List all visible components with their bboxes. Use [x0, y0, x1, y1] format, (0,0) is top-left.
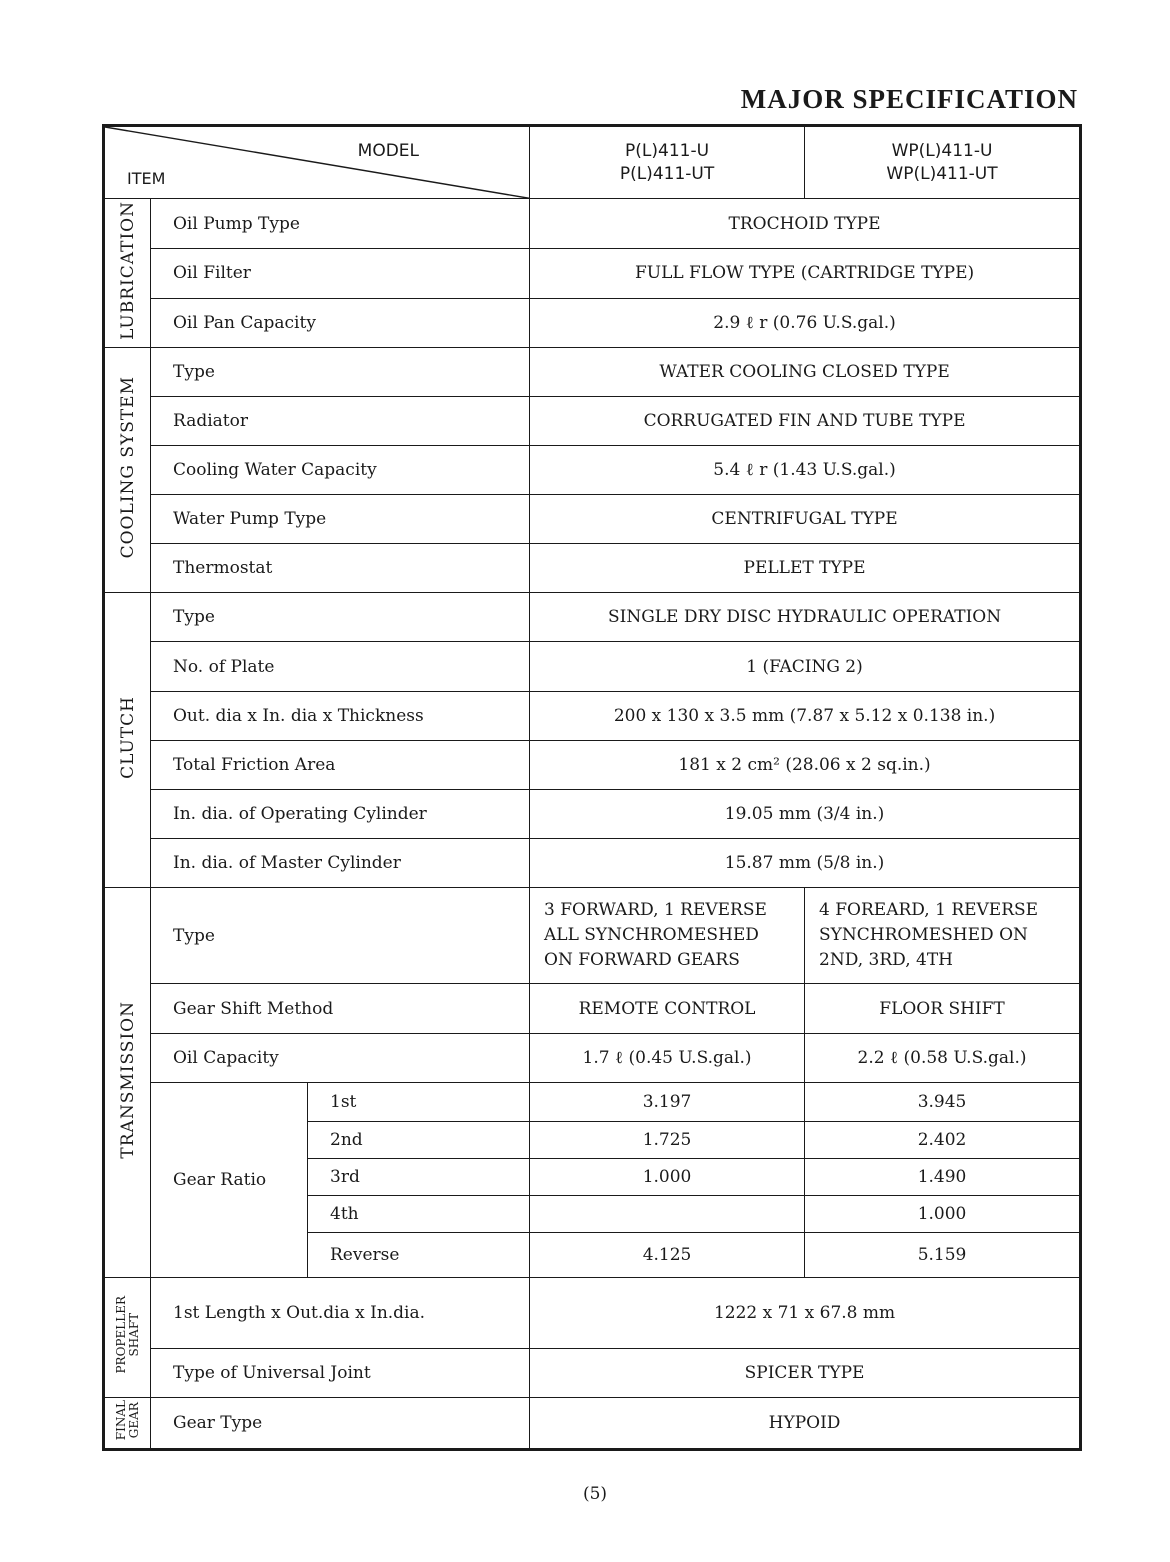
ratio-value-a — [530, 1196, 805, 1233]
row-value-b: FLOOR SHIFT — [805, 984, 1081, 1033]
gear-name: 4th — [308, 1196, 530, 1233]
category-propeller-shaft: PROPELLER SHAFT — [104, 1278, 151, 1397]
table-row — [104, 593, 1081, 642]
row-value: CENTRIFUGAL TYPE — [530, 495, 1081, 544]
category-cooling-system: COOLING SYSTEM — [104, 347, 151, 593]
table-row — [104, 199, 1081, 249]
row-value: SINGLE DRY DISC HYDRAULIC OPERATION — [530, 593, 1081, 642]
table-row — [104, 1397, 1081, 1449]
row-item: Thermostat — [151, 544, 530, 593]
header-row — [104, 126, 1081, 199]
table-row — [104, 1033, 1081, 1082]
row-item: Oil Pan Capacity — [151, 298, 530, 347]
type-b-line: SYNCHROMESHED ON — [819, 925, 1028, 946]
table-row — [104, 839, 1081, 888]
table-row — [104, 888, 1081, 984]
row-item: In. dia. of Operating Cylinder — [151, 789, 530, 838]
model-b-header — [805, 126, 1081, 199]
row-value: 1222 x 71 x 67.8 mm — [530, 1278, 1081, 1348]
row-value: 2.9 ℓ r (0.76 U.S.gal.) — [530, 298, 1081, 347]
table-row — [104, 984, 1081, 1033]
table-row — [104, 249, 1081, 298]
row-value: 15.87 mm (5/8 in.) — [530, 839, 1081, 888]
row-value: TROCHOID TYPE — [530, 199, 1081, 249]
row-value: 5.4 ℓ r (1.43 U.S.gal.) — [530, 445, 1081, 494]
table-row — [104, 740, 1081, 789]
type-a-line: ON FORWARD GEARS — [544, 950, 740, 971]
row-item: Oil Capacity — [151, 1033, 530, 1082]
row-value-a: 1.7 ℓ (0.45 U.S.gal.) — [530, 1033, 805, 1082]
gear-name: Reverse — [308, 1233, 530, 1278]
row-value: SPICER TYPE — [530, 1348, 1081, 1397]
transmission-type-a — [530, 888, 805, 984]
table-row — [104, 445, 1081, 494]
type-a-line: ALL SYNCHROMESHED — [544, 925, 759, 946]
row-value: FULL FLOW TYPE (CARTRIDGE TYPE) — [530, 249, 1081, 298]
row-value: 181 x 2 cm² (28.06 x 2 sq.in.) — [530, 740, 1081, 789]
gear-name: 3rd — [308, 1158, 530, 1195]
gear-name: 1st — [308, 1082, 530, 1121]
row-item: Water Pump Type — [151, 495, 530, 544]
ratio-value-b: 1.490 — [805, 1158, 1081, 1195]
page-title: MAJOR SPECIFICATION — [740, 84, 1078, 114]
model-b-line: WP(L)411-UT — [886, 163, 998, 184]
table-row — [104, 544, 1081, 593]
specification-table — [102, 124, 1082, 1451]
row-item: Oil Filter — [151, 249, 530, 298]
ratio-value-a: 1.725 — [530, 1121, 805, 1158]
row-item: Type — [151, 347, 530, 396]
table-row — [104, 298, 1081, 347]
row-item: Type of Universal Joint — [151, 1348, 530, 1397]
table-row — [104, 1348, 1081, 1397]
ratio-value-a: 1.000 — [530, 1158, 805, 1195]
table-row — [104, 396, 1081, 445]
row-value-b: 2.2 ℓ (0.58 U.S.gal.) — [805, 1033, 1081, 1082]
row-item: Radiator — [151, 396, 530, 445]
row-item: Cooling Water Capacity — [151, 445, 530, 494]
row-value: CORRUGATED FIN AND TUBE TYPE — [530, 396, 1081, 445]
row-value: 1 (FACING 2) — [530, 642, 1081, 691]
model-a-line: P(L)411-UT — [619, 163, 715, 184]
category-transmission: TRANSMISSION — [104, 888, 151, 1278]
row-item: Gear Type — [151, 1397, 530, 1449]
type-b-line: 2ND, 3RD, 4TH — [819, 950, 953, 971]
ratio-value-a: 3.197 — [530, 1082, 805, 1121]
row-value: 19.05 mm (3/4 in.) — [530, 789, 1081, 838]
row-item: Oil Pump Type — [151, 199, 530, 249]
row-item: 1st Length x Out.dia x In.dia. — [151, 1278, 530, 1348]
ratio-value-a: 4.125 — [530, 1233, 805, 1278]
page-number: (5) — [582, 1484, 608, 1504]
row-item: Type — [151, 888, 530, 984]
item-label: ITEM — [127, 169, 166, 189]
category-lubrication: LUBRICATION — [104, 199, 151, 347]
gear-name: 2nd — [308, 1121, 530, 1158]
model-b-line: WP(L)411-U — [891, 140, 993, 161]
model-a-header — [530, 126, 805, 199]
diagonal-divider — [105, 127, 529, 198]
row-value: HYPOID — [530, 1397, 1081, 1449]
row-value: 200 x 130 x 3.5 mm (7.87 x 5.12 x 0.138 in.) — [530, 691, 1081, 740]
row-item: Total Friction Area — [151, 740, 530, 789]
table-row — [104, 642, 1081, 691]
ratio-value-b: 1.000 — [805, 1196, 1081, 1233]
model-item-header — [104, 126, 530, 199]
table-row — [104, 691, 1081, 740]
row-item: Type — [151, 593, 530, 642]
ratio-value-b: 3.945 — [805, 1082, 1081, 1121]
row-value-a: REMOTE CONTROL — [530, 984, 805, 1033]
gear-ratio-row — [104, 1082, 1081, 1121]
transmission-type-b — [805, 888, 1081, 984]
category-clutch: CLUTCH — [104, 593, 151, 888]
ratio-value-b: 2.402 — [805, 1121, 1081, 1158]
type-a-line: 3 FORWARD, 1 REVERSE — [544, 900, 767, 921]
row-item: In. dia. of Master Cylinder — [151, 839, 530, 888]
category-final-gear: FINAL GEAR — [104, 1397, 151, 1449]
table-row — [104, 347, 1081, 396]
row-item: No. of Plate — [151, 642, 530, 691]
row-item: Gear Shift Method — [151, 984, 530, 1033]
model-label: MODEL — [357, 141, 420, 161]
type-b-line: 4 FOREARD, 1 REVERSE — [819, 900, 1039, 921]
model-a-line: P(L)411-U — [625, 140, 710, 161]
table-row — [104, 495, 1081, 544]
gear-ratio-label: Gear Ratio — [151, 1082, 308, 1278]
row-value: PELLET TYPE — [530, 544, 1081, 593]
ratio-value-b: 5.159 — [805, 1233, 1081, 1278]
table-row — [104, 1278, 1081, 1348]
row-item: Out. dia x In. dia x Thickness — [151, 691, 530, 740]
row-value: WATER COOLING CLOSED TYPE — [530, 347, 1081, 396]
table-row — [104, 789, 1081, 838]
